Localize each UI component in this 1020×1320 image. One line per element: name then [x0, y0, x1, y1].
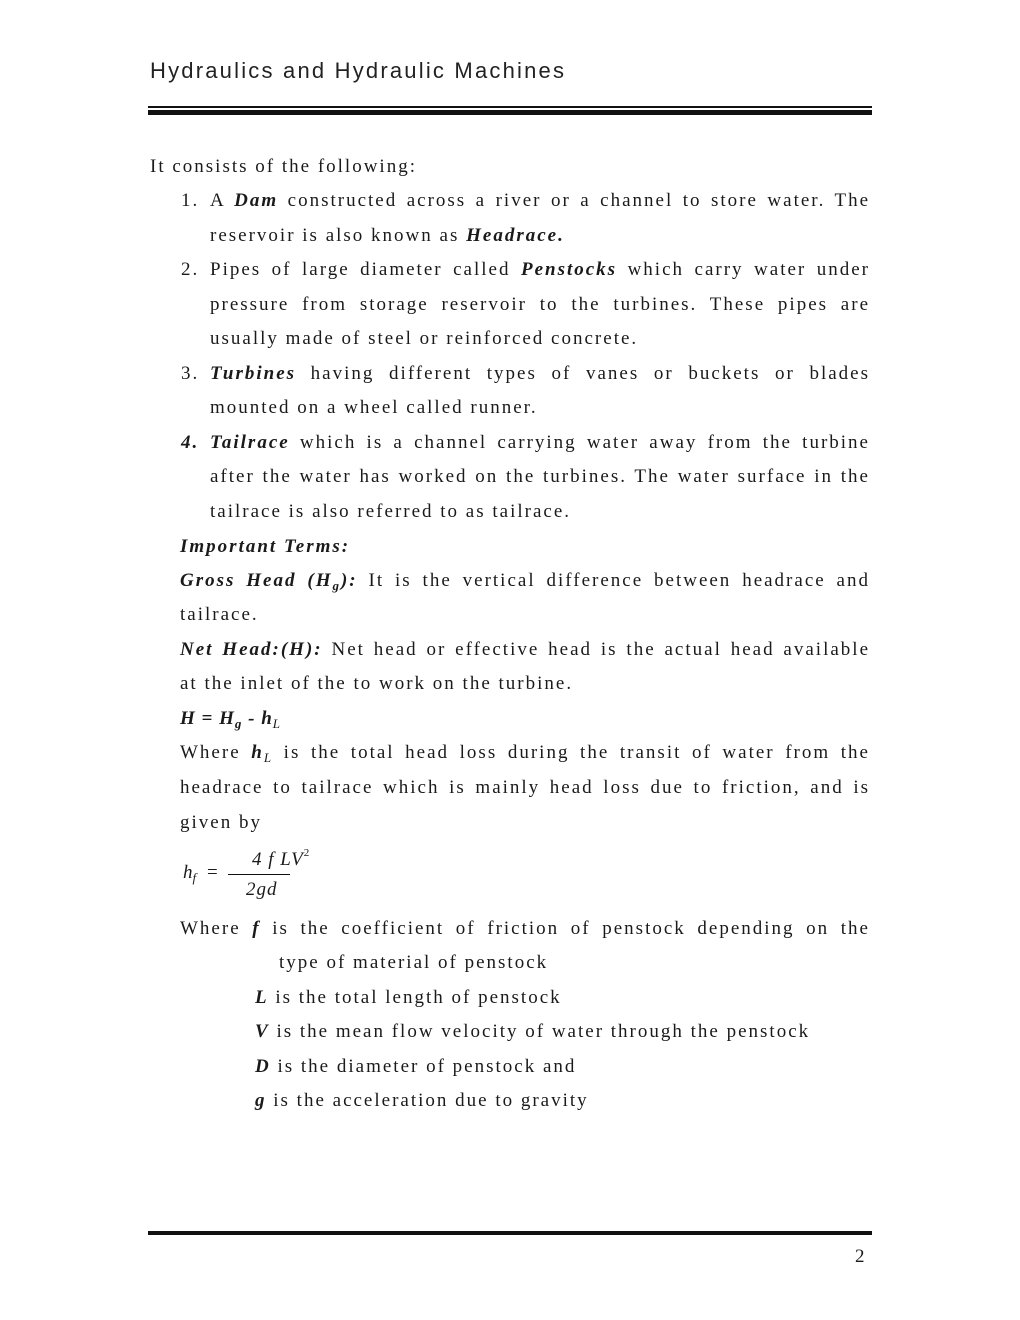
- formula-numerator: 4 f $LV^2$: [252, 847, 311, 870]
- list-item-number: 1.: [181, 190, 200, 211]
- symbol-definition: D is the diameter of penstock and: [255, 1056, 577, 1077]
- header-title: Hydraulics and Hydraulic Machines: [150, 58, 567, 83]
- term-penstocks: Penstocks: [520, 259, 618, 280]
- formula-lhs: $h_f$: [183, 862, 197, 885]
- where-line: headrace to tailrace which is mainly head loss due to friction, and is: [180, 777, 870, 798]
- list-item-line: usually made of steel or reinforced concrete.: [210, 328, 639, 349]
- symbol-definition: L is the total length of penstock: [255, 987, 562, 1008]
- where-line: given by: [180, 812, 262, 833]
- formula-denominator: 2gd: [246, 879, 278, 900]
- list-item-line: Tailrace which is a channel carrying water away from the turbine: [210, 432, 870, 453]
- term-headrace: Headrace.: [466, 225, 565, 246]
- list-item-line: after the water has worked on the turbines. The water surface in the: [210, 466, 870, 487]
- list-item-line: tailrace is also referred to as tailrace.: [210, 501, 572, 522]
- term-turbines: Turbines: [210, 363, 297, 384]
- list-item-number: 2.: [181, 259, 200, 280]
- net-head-line: Net Head:(H): Net head or effective head is the actual head available: [180, 639, 871, 660]
- symbol-definition: type of material of penstock: [279, 952, 549, 973]
- equation-net-head: $H = H_g - h_L$: [180, 708, 282, 731]
- header-rule-thin: [148, 106, 872, 108]
- header-rule-thick: [148, 110, 872, 115]
- list-item-line: A Dam constructed across a river or a channel to store water. The: [210, 190, 870, 211]
- term-dam: Dam: [234, 190, 279, 211]
- net-head-line: at the inlet of the to work on the turbine.: [180, 673, 574, 694]
- list-item-line: reservoir is also known as Headrace.: [210, 225, 565, 246]
- term-tailrace: Tailrace: [210, 432, 290, 453]
- page-number: 2: [855, 1246, 865, 1267]
- formula-equals: =: [207, 862, 218, 883]
- list-item-number: 3.: [181, 363, 200, 384]
- formula-fraction-bar: [228, 874, 290, 875]
- gross-head-line: Gross Head $(H_g)$: It is the vertical difference between headrace and: [180, 570, 870, 593]
- list-item-line: mounted on a wheel called runner.: [210, 397, 538, 418]
- where-line: Where $h_L$ is the total head loss during the transit of water from the: [180, 742, 870, 765]
- list-item-line: Turbines having different types of vanes or buckets or blades: [210, 363, 870, 384]
- symbol-definition: V is the mean flow velocity of water through the penstock: [255, 1021, 811, 1042]
- gross-head-line: tailrace.: [180, 604, 259, 625]
- symbol-definition: g is the acceleration due to gravity: [255, 1090, 589, 1111]
- term-net-head: Net Head:(H):: [180, 639, 323, 660]
- list-item-line: pressure from storage reservoir to the turbines. These pipes are: [210, 294, 870, 315]
- list-item-number: 4.: [181, 432, 200, 453]
- section-heading: Important Terms:: [180, 536, 351, 557]
- term-gross-head: Gross Head $(H_g)$:: [180, 570, 358, 593]
- symbol-definition: Where f is the coefficient of friction of penstock depending on the: [180, 918, 870, 939]
- list-item-line: Pipes of large diameter called Penstocks which carry water under: [210, 259, 870, 280]
- footer-rule: [148, 1231, 872, 1235]
- intro-text: It consists of the following:: [150, 156, 417, 177]
